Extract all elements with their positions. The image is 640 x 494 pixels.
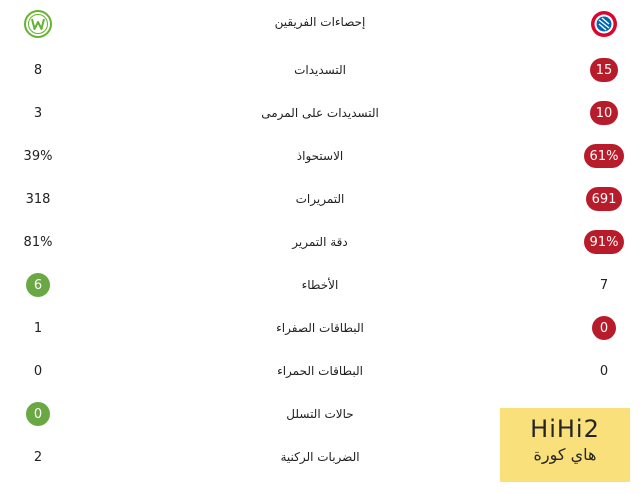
away-value: 39% xyxy=(23,148,53,164)
stat-row-red-cards xyxy=(0,351,640,391)
home-value: 0 xyxy=(599,363,609,379)
away-value: 1 xyxy=(33,320,43,336)
stat-row-passes xyxy=(0,179,640,219)
stat-label: حالات التسلل xyxy=(286,407,354,421)
bayern-munich-logo-icon[interactable] xyxy=(590,10,618,38)
page-title: إحصاءات الفريقين xyxy=(274,15,366,29)
stat-label: البطاقات الصفراء xyxy=(276,321,364,335)
stat-row-pass-accuracy xyxy=(0,222,640,262)
home-value: 7 xyxy=(599,277,609,293)
home-value-badge: 61% xyxy=(584,144,625,168)
stat-label: الأخطاء xyxy=(301,278,339,292)
away-value-badge: 6 xyxy=(26,273,50,297)
home-value-badge: 91% xyxy=(584,230,625,254)
watermark-arabic: هاي كورة xyxy=(533,445,597,464)
away-value: 318 xyxy=(25,191,51,207)
home-value-badge: 10 xyxy=(590,101,619,125)
home-value-badge: 0 xyxy=(592,316,616,340)
home-value-badge: 15 xyxy=(590,58,619,82)
stat-row-shots xyxy=(0,50,640,90)
stat-row-possession xyxy=(0,136,640,176)
stat-row-yellow-cards xyxy=(0,308,640,348)
away-value: 81% xyxy=(23,234,53,250)
stat-label: التسديدات xyxy=(294,63,346,77)
stat-label: الاستحواذ xyxy=(296,149,344,163)
stat-row-fouls xyxy=(0,265,640,305)
header-row xyxy=(0,2,640,42)
wolfsburg-logo-icon[interactable] xyxy=(24,10,52,38)
watermark-logo xyxy=(500,408,630,482)
away-value: 8 xyxy=(33,62,43,78)
watermark-brand: HiHi2 xyxy=(530,415,600,443)
stat-label: البطاقات الحمراء xyxy=(277,364,363,378)
away-value: 2 xyxy=(33,449,43,465)
stat-row-shots-on-target xyxy=(0,93,640,133)
stat-label: دقة التمرير xyxy=(292,235,348,249)
stat-label: التمريرات xyxy=(295,192,345,206)
away-value: 3 xyxy=(33,105,43,121)
stat-label: الضربات الركنية xyxy=(280,450,360,464)
away-value-badge: 0 xyxy=(26,402,50,426)
stat-label: التسديدات على المرمى xyxy=(261,106,379,120)
away-value: 0 xyxy=(33,363,43,379)
home-value-badge: 691 xyxy=(586,187,623,211)
